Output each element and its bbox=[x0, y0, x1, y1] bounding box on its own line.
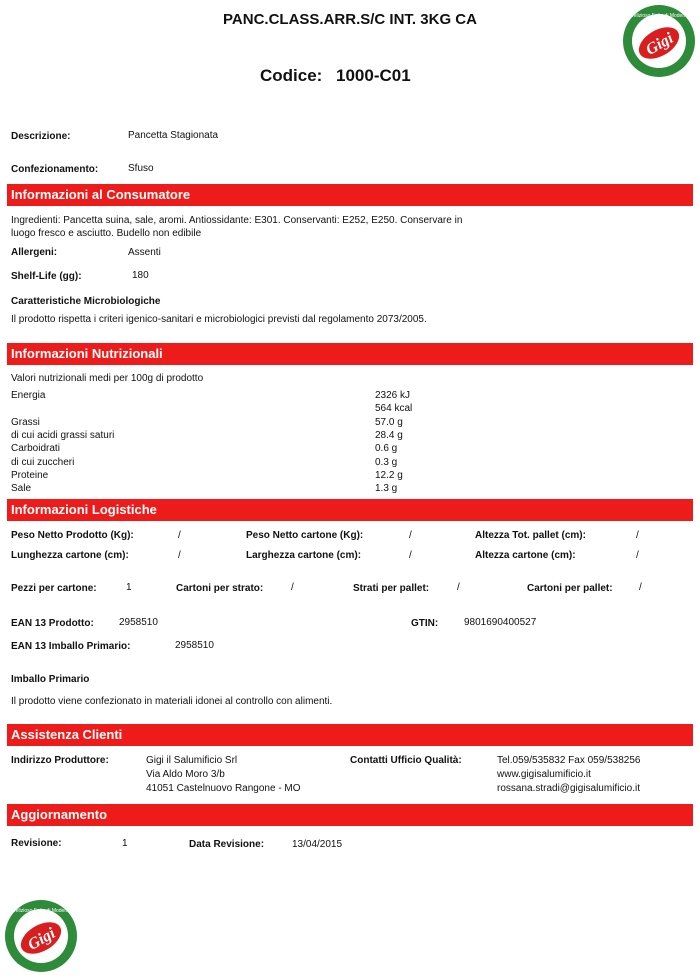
peso-netto-cartone-value: / bbox=[409, 530, 412, 541]
micro-text: Il prodotto rispetta i criteri igenico-sanitari e microbiologici previsti dal regolamento 2073/2005. bbox=[11, 314, 427, 325]
gtin-value: 9801690400527 bbox=[464, 617, 537, 628]
altezza-cartone-value: / bbox=[636, 550, 639, 561]
nutrition-row-value: 0.6 g bbox=[375, 443, 398, 454]
pezzi-cartone-label: Pezzi per cartone: bbox=[11, 583, 97, 594]
section-bar-aggiornamento bbox=[7, 804, 693, 826]
ean-prodotto-value: 2958510 bbox=[119, 617, 158, 628]
nutrition-row-name: Grassi bbox=[11, 417, 40, 428]
shelf-life-label: Shelf-Life (gg): bbox=[11, 271, 82, 282]
ean-prodotto-label: EAN 13 Prodotto: bbox=[11, 618, 94, 629]
nutrition-row-value: 12.2 g bbox=[375, 470, 403, 481]
ean-imballo-value: 2958510 bbox=[175, 640, 214, 651]
section-heading: Assistenza Clienti bbox=[11, 727, 123, 742]
section-heading: Informazioni Nutrizionali bbox=[11, 346, 163, 361]
indirizzo-line3: 41051 Castelnuovo Rangone - MO bbox=[146, 783, 301, 794]
descrizione-value: Pancetta Stagionata bbox=[128, 130, 219, 141]
imballo-primario-title: Imballo Primario bbox=[11, 674, 90, 685]
logo-brand-text: Gigi bbox=[643, 29, 677, 59]
ingredienti-line1: Ingredienti: Pancetta suina, sale, aromi. Antiossidante: E301. Conservanti: E252, E250. Conservare in bbox=[11, 215, 463, 226]
cartoni-strato-label: Cartoni per strato: bbox=[176, 583, 264, 594]
gigi-logo-icon bbox=[3, 898, 79, 974]
cartoni-pallet-value: / bbox=[639, 582, 642, 593]
descrizione-label: Descrizione: bbox=[11, 131, 71, 142]
document-title: PANC.CLASS.ARR.S/C INT. 3KG CA bbox=[223, 11, 477, 28]
allergeni-label: Allergeni: bbox=[11, 247, 58, 258]
nutrition-row-value: 564 kcal bbox=[375, 403, 413, 414]
nutrition-row-name: Proteine bbox=[11, 470, 49, 481]
indirizzo-line2: Via Aldo Moro 3/b bbox=[146, 769, 225, 780]
nutrition-row-value: 28.4 g bbox=[375, 430, 403, 441]
imballo-primario-text: Il prodotto viene confezionato in materiali idonei al controllo con alimenti. bbox=[11, 696, 333, 707]
strati-pallet-label: Strati per pallet: bbox=[353, 583, 430, 594]
section-bar-logistiche bbox=[7, 499, 693, 521]
logo-tagline: Delizioso Fatto di Modena bbox=[12, 908, 70, 914]
nutrition-row-value: 2326 kJ bbox=[375, 390, 411, 401]
nutrition-row-value: 1.3 g bbox=[375, 483, 398, 494]
ean-imballo-label: EAN 13 Imballo Primario: bbox=[11, 641, 131, 652]
peso-netto-cartone-label: Peso Netto cartone (Kg): bbox=[246, 530, 364, 541]
code-label: Codice: bbox=[260, 66, 323, 85]
nutrition-row-name: Carboidrati bbox=[11, 443, 60, 454]
revisione-value: 1 bbox=[122, 838, 128, 849]
larghezza-cartone-label: Larghezza cartone (cm): bbox=[246, 550, 362, 561]
nutrition-row-name: di cui acidi grassi saturi bbox=[11, 430, 115, 441]
strati-pallet-value: / bbox=[457, 582, 460, 593]
nutrition-row-name: Energia bbox=[11, 390, 46, 401]
altezza-cartone-label: Altezza cartone (cm): bbox=[475, 550, 576, 561]
ingredienti-line2: luogo fresco e asciutto. Budello non edibile bbox=[11, 228, 202, 239]
nutrition-intro: Valori nutrizionali medi per 100g di prodotto bbox=[11, 373, 204, 384]
section-bar-consumatore bbox=[7, 184, 693, 206]
brand-logo bbox=[621, 3, 697, 84]
lunghezza-cartone-label: Lunghezza cartone (cm): bbox=[11, 550, 129, 561]
contatti-label: Contatti Ufficio Qualità: bbox=[350, 755, 462, 766]
section-bar-nutrizionali bbox=[7, 343, 693, 365]
brand-logo-footer bbox=[3, 898, 79, 979]
revisione-label: Revisione: bbox=[11, 838, 62, 849]
micro-title: Caratteristiche Microbiologiche bbox=[11, 296, 161, 307]
indirizzo-label: Indirizzo Produttore: bbox=[11, 755, 109, 766]
cartoni-pallet-label: Cartoni per pallet: bbox=[527, 583, 613, 594]
section-bar-assistenza bbox=[7, 724, 693, 746]
gtin-label: GTIN: bbox=[411, 618, 439, 629]
altezza-pallet-label: Altezza Tot. pallet (cm): bbox=[475, 530, 586, 541]
lunghezza-cartone-value: / bbox=[178, 550, 181, 561]
pezzi-cartone-value: 1 bbox=[126, 582, 132, 593]
nutrition-row-name: di cui zuccheri bbox=[11, 457, 75, 468]
shelf-life-value: 180 bbox=[132, 270, 149, 281]
nutrition-row-name: Sale bbox=[11, 483, 32, 494]
logo-brand-text: Gigi bbox=[25, 924, 59, 954]
contatti-line1: Tel.059/535832 Fax 059/538256 bbox=[497, 755, 641, 766]
confezionamento-value: Sfuso bbox=[128, 163, 154, 174]
section-heading: Informazioni Logistiche bbox=[11, 502, 157, 517]
allergeni-value: Assenti bbox=[128, 247, 161, 258]
data-revisione-value: 13/04/2015 bbox=[292, 839, 343, 850]
section-heading: Aggiornamento bbox=[11, 807, 108, 822]
section-heading: Informazioni al Consumatore bbox=[11, 187, 191, 202]
nutrition-row-value: 0.3 g bbox=[375, 457, 398, 468]
cartoni-strato-value: / bbox=[291, 582, 294, 593]
peso-netto-prodotto-value: / bbox=[178, 530, 181, 541]
logo-tagline: Delizioso Fatto di Modena bbox=[630, 13, 688, 19]
larghezza-cartone-value: / bbox=[409, 550, 412, 561]
indirizzo-line1: Gigi il Salumificio Srl bbox=[146, 755, 238, 766]
data-revisione-label: Data Revisione: bbox=[189, 839, 265, 850]
contatti-email: rossana.stradi@gigisalumificio.it bbox=[497, 783, 640, 794]
code-value: 1000-C01 bbox=[336, 66, 411, 85]
contatti-website: www.gigisalumificio.it bbox=[497, 769, 591, 780]
altezza-pallet-value: / bbox=[636, 530, 639, 541]
gigi-logo-icon bbox=[621, 3, 697, 79]
peso-netto-prodotto-label: Peso Netto Prodotto (Kg): bbox=[11, 530, 134, 541]
nutrition-row-value: 57.0 g bbox=[375, 417, 403, 428]
confezionamento-label: Confezionamento: bbox=[11, 164, 99, 175]
